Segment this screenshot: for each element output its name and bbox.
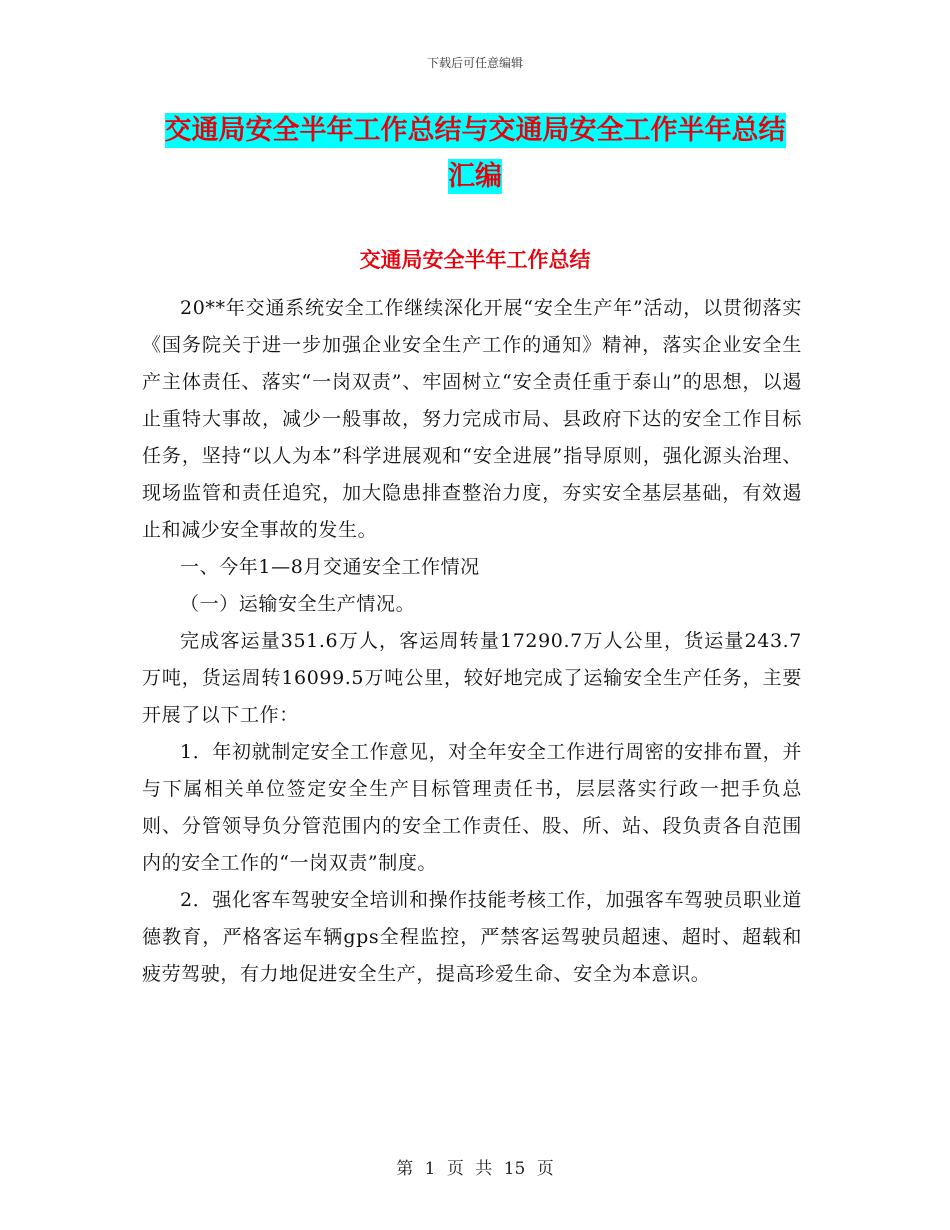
document-title-line-2: 汇编 (448, 161, 502, 192)
paragraph-heading-1: 一、今年1—8月交通安全工作情况 (180, 556, 480, 578)
paragraph-subheading-1: （一）运输安全生产情况。 (180, 593, 416, 615)
page-footer: 第 1 页 共 15 页 (396, 1159, 554, 1179)
document-title (140, 108, 810, 200)
document-body (142, 290, 802, 993)
document-title-line-1: 交通局安全半年工作总结与交通局安全工作半年总结 (164, 115, 786, 146)
paragraph-stats: 完成客运量351.6万人，客运周转量17290.7万人公里，货运量243.7万吨，货运周转16099.5万吨公里，较好地完成了运输安全生产任务，主要开展了以下工作： (142, 630, 802, 726)
paragraph-intro: 20**年交通系统安全工作继续深化开展“安全生产年”活动，以贯彻落实《国务院关于进一步加强企业安全生产工作的通知》精神，落实企业安全生产主体责任、落实“一岗双责”、牢固树立“安全责任重于泰山”的思想，以遏止重特大事故，减少一般事故，努力完成市局、县政府下达的安全工作目标任务，坚持“以人为本”科学进展观和“安全进展”指导原则，强化源头治理、现场监管和责任追究，加大隐患排查整治力度，夯实安全基层基础，有效遏止和减少安全事故的发生。 (142, 297, 802, 541)
paragraph-item-1: 1．年初就制定安全工作意见，对全年安全工作进行周密的安排布置，并与下属相关单位签定安全生产目标管理责任书，层层落实行政一把手负总则、分管领导负分管范围内的安全工作责任、股、所、站、段负责各自范围内的安全工作的“一岗双责”制度。 (142, 741, 802, 874)
header-note: 下载后可任意编辑 (426, 56, 523, 70)
paragraph-item-2: 2．强化客车驾驶安全培训和操作技能考核工作，加强客车驾驶员职业道德教育，严格客运车辆gps全程监控，严禁客运驾驶员超速、超时、超载和疲劳驾驶，有力地促进安全生产，提高珍爱生命、安全为本意识。 (142, 889, 802, 985)
section-title: 交通局安全半年工作总结 (359, 248, 591, 272)
